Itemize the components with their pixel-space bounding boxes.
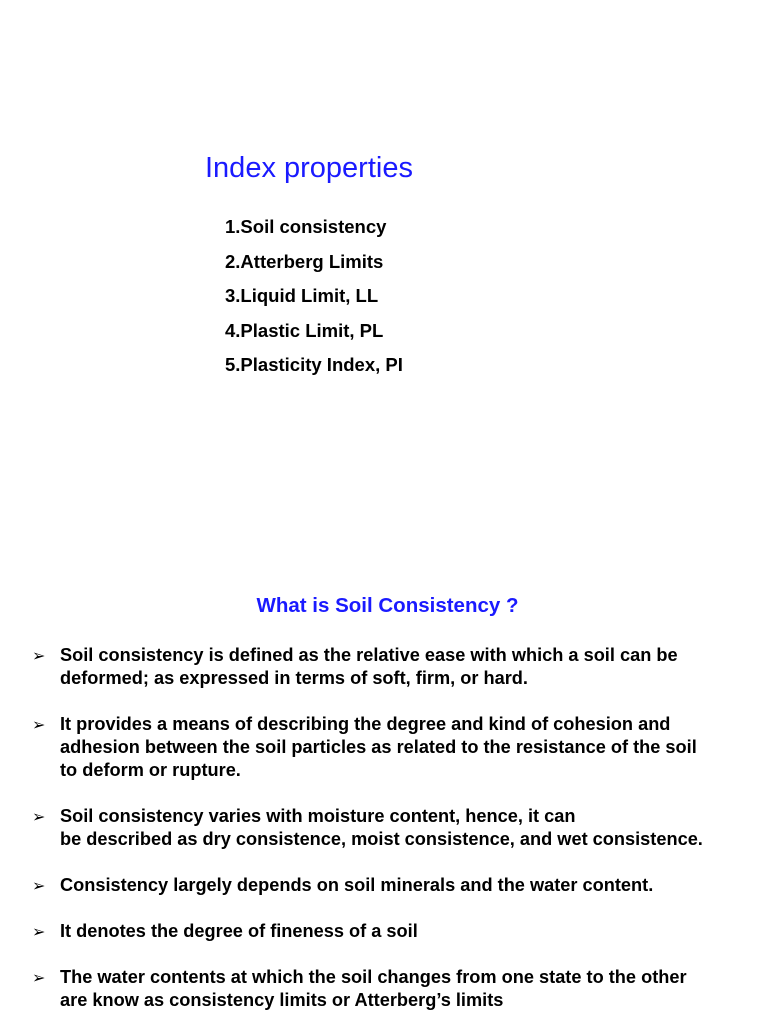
bullet-text-line: Consistency largely depends on soil minerals and the water content. bbox=[60, 875, 654, 895]
bullet-text-line: to deform or rupture. bbox=[60, 760, 241, 780]
section-heading: What is Soil Consistency ? bbox=[256, 594, 519, 617]
arrow-bullet-icon: ➢ bbox=[32, 922, 46, 941]
index-properties-list bbox=[225, 215, 403, 388]
bullet-item bbox=[0, 713, 768, 782]
list-item: 3.Liquid Limit, LL bbox=[225, 285, 379, 306]
bullet-item bbox=[0, 874, 768, 897]
bullet-text-line: It denotes the degree of fineness of a soil bbox=[60, 921, 418, 941]
bullet-text-line: It provides a means of describing the degree and kind of cohesion and bbox=[60, 714, 671, 734]
bullet-text-line: The water contents at which the soil changes from one state to the other bbox=[60, 967, 687, 987]
bullet-item bbox=[0, 805, 768, 851]
bullet-list bbox=[0, 644, 768, 1024]
arrow-bullet-icon: ➢ bbox=[32, 646, 46, 665]
bullet-item bbox=[0, 644, 768, 690]
list-item: 4.Plastic Limit, PL bbox=[225, 319, 384, 341]
bullet-text-line: Soil consistency is defined as the relative ease with which a soil can be bbox=[60, 645, 678, 665]
arrow-bullet-icon: ➢ bbox=[32, 715, 46, 734]
arrow-bullet-icon: ➢ bbox=[32, 807, 46, 826]
list-item: 2.Atterberg Limits bbox=[225, 250, 384, 272]
list-item: 1.Soil consistency bbox=[225, 216, 387, 237]
bullet-text-line: Soil consistency varies with moisture content, hence, it can bbox=[60, 806, 576, 826]
bullet-text-line: are know as consistency limits or Atterberg’s limits bbox=[60, 990, 504, 1010]
bullet-text-line: deformed; as expressed in terms of soft, firm, or hard. bbox=[60, 668, 528, 688]
arrow-bullet-icon: ➢ bbox=[32, 968, 46, 987]
page-title: Index properties bbox=[205, 152, 413, 184]
bullet-item bbox=[0, 920, 768, 943]
bullet-text-line: adhesion between the soil particles as related to the resistance of the soil bbox=[60, 737, 697, 757]
bullet-text-line: be described as dry consistence, moist consistence, and wet consistence. bbox=[60, 829, 703, 849]
arrow-bullet-icon: ➢ bbox=[32, 876, 46, 895]
bullet-item bbox=[0, 966, 768, 1012]
list-item: 5.Plasticity Index, PI bbox=[225, 354, 403, 375]
